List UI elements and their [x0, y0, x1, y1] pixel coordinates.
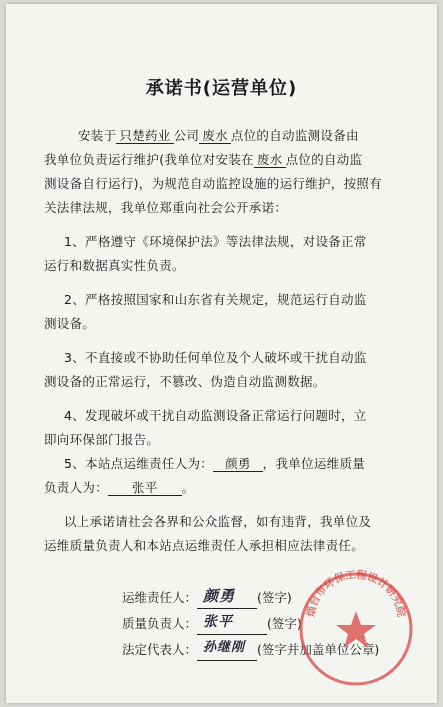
document-title: 承诺书(运营单位)	[145, 78, 298, 99]
handwritten-signature: 颜勇	[203, 587, 236, 605]
intro-text: 安装于	[78, 128, 117, 143]
commitment-item-3-cont: 测设备的正常运行，不篡改、伪造自动监测数据。	[44, 374, 326, 389]
intro-line-3: 测设备自行运行)，为规范自动监控设施的运行维护，按照有	[44, 176, 382, 191]
quality-person-name: 张平	[108, 480, 182, 496]
signature-note: (签字)	[267, 616, 302, 631]
handwritten-signature: 孙继刚	[203, 640, 246, 655]
company-name: 只楚药业	[116, 128, 173, 144]
company-seal-stamp	[296, 569, 416, 689]
item5-text: 负责人为：	[44, 480, 109, 495]
item5-text: 。	[181, 480, 195, 495]
signature-label: 运维责任人：	[122, 590, 198, 605]
intro-line-4: 关法律法规，我单位郑重向社会公开承诺：	[44, 200, 288, 215]
signature-label: 法定代表人：	[122, 642, 198, 657]
closing-line-1: 以上承诺请社会各界和公众监督，如有违背，我单位及	[64, 514, 372, 529]
commitment-item-5	[64, 452, 424, 476]
signature-row-ops	[122, 587, 292, 609]
closing-line-2: 运维质量负责人和本站点运维责任人承担相应法律责任。	[44, 538, 365, 553]
signature-note: (签字)	[257, 590, 292, 605]
commitment-item-2: 2、严格按照国家和山东省有关规定，规范运行自动监	[64, 292, 367, 307]
intro-line-1	[58, 124, 418, 148]
signature-row-quality	[122, 613, 302, 635]
ops-person-name: 颜勇	[213, 456, 263, 472]
signature-note: (签字并加盖单位公章)	[257, 642, 380, 657]
intro-text: 公司	[173, 128, 200, 143]
commitment-item-4: 4、发现破坏或干扰自动监测设备正常运行问题时，立	[64, 408, 367, 423]
seal-star-icon	[336, 611, 376, 648]
document-page	[6, 4, 437, 703]
monitoring-point: 废水	[199, 128, 231, 144]
commitment-item-1: 1、严格遵守《环境保护法》等法律法规，对设备正常	[64, 234, 367, 249]
commitment-item-1-cont: 运行和数据真实性负责。	[44, 258, 185, 273]
intro-text: 点位的自动监	[285, 152, 363, 167]
item5-text: ，我单位运维质量	[262, 456, 366, 471]
seal-text: 烟台市环保工程设计研究院	[304, 569, 408, 618]
signature-line	[197, 587, 257, 609]
commitment-item-3: 3、不直接或不协助任何单位及个人破坏或干扰自动监	[64, 350, 367, 365]
intro-line-2	[44, 148, 422, 172]
intro-text: 点位的自动监测设备由	[230, 128, 359, 143]
commitment-item-2-cont: 测设备。	[44, 316, 96, 331]
commitment-item-4-cont: 即向环保部门报告。	[44, 432, 160, 447]
signature-line	[197, 616, 267, 635]
signature-label: 质量负责人：	[122, 616, 198, 631]
item5-text: 5、本站点运维责任人为：	[64, 456, 214, 471]
handwritten-signature: 张平	[203, 614, 234, 630]
monitoring-point-2: 废水	[254, 152, 286, 168]
commitment-item-5-cont	[44, 476, 404, 500]
signature-line	[197, 642, 257, 661]
intro-text: 我单位负责运行维护(我单位对安装在	[44, 152, 254, 167]
